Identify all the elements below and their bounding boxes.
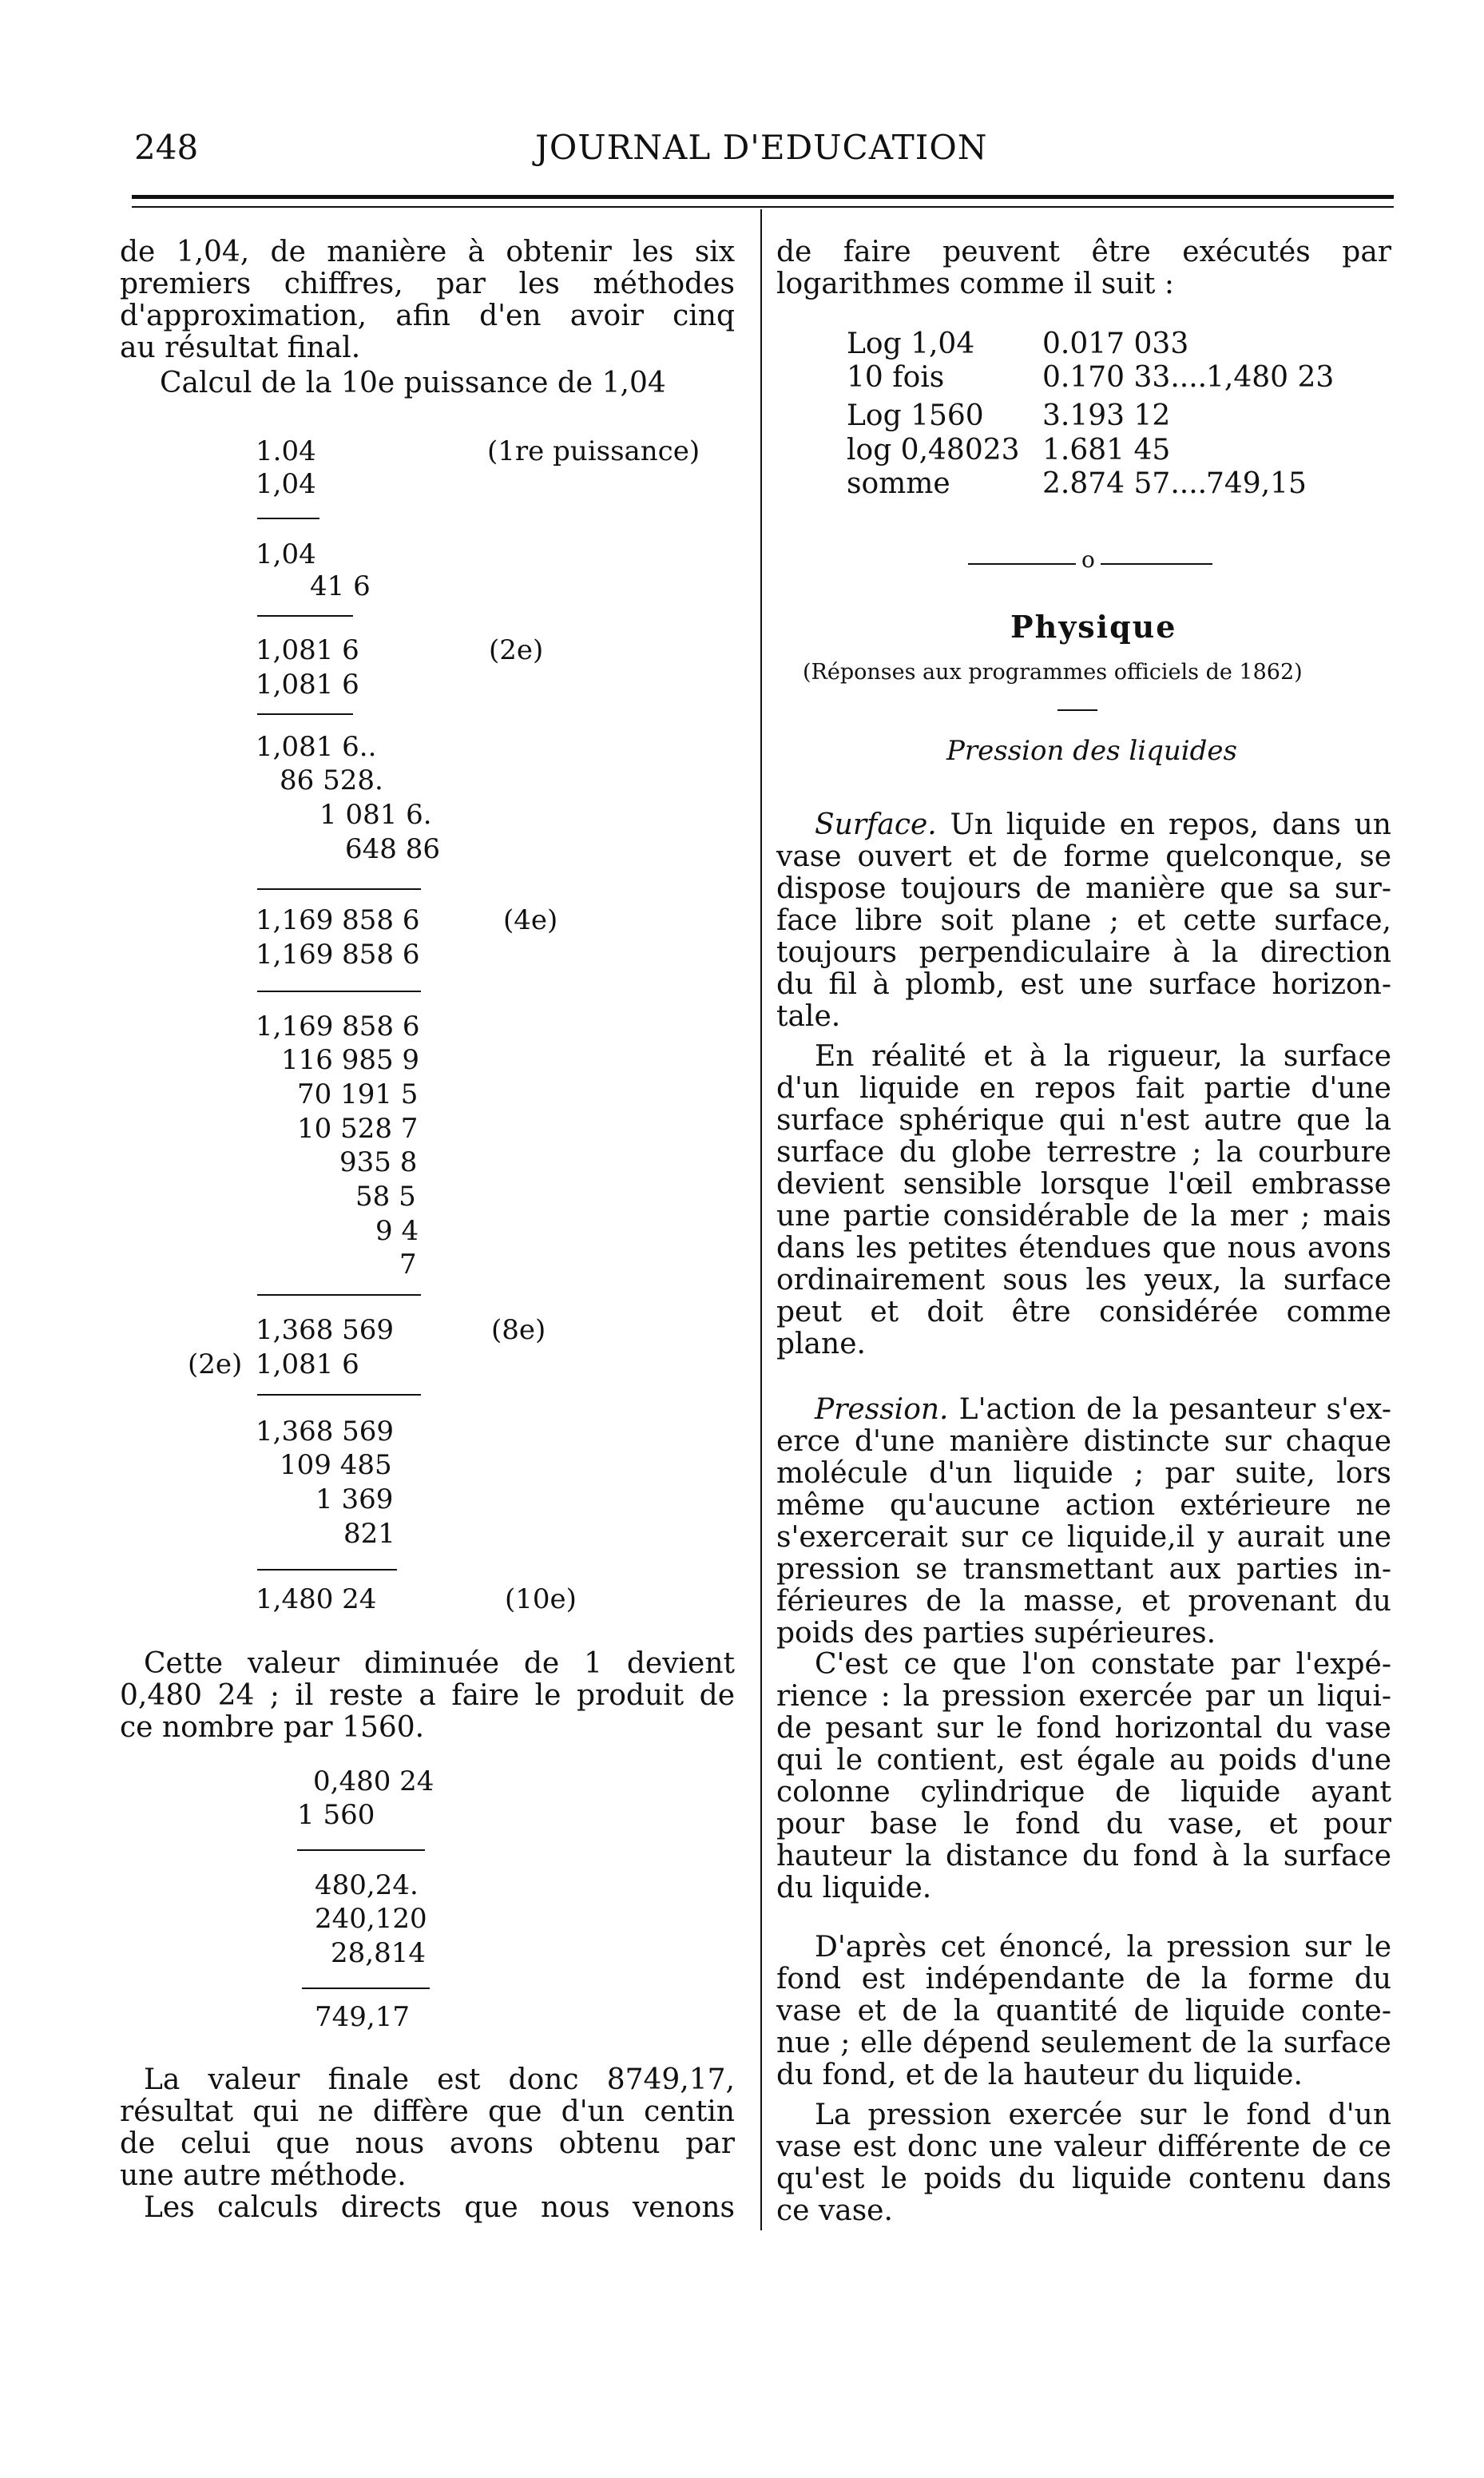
text-line: du liquide. (776, 1872, 932, 1904)
calc-value: 1.04 (256, 435, 316, 467)
text-line: poids des parties supérieures. (776, 1617, 1216, 1650)
calc-rule (257, 888, 421, 890)
left-mid-paragraph (120, 1648, 735, 1744)
calc-value: 1,081 6 (256, 1348, 359, 1380)
calc-value: 1,368 569 (256, 1416, 395, 1447)
calc-value: 1 081 6. (319, 799, 432, 831)
mult-value: 1 560 (297, 1799, 375, 1831)
log-value: 2.874 57.... (1042, 467, 1208, 500)
text-line: pression se transmettant aux parties in- (776, 1553, 1391, 1586)
calc-rule (257, 991, 421, 992)
mult-value: 749,17 (315, 2001, 410, 2033)
text-line: Les calculs directs que nous venons (144, 2191, 735, 2224)
calc-value: 1,04 (256, 468, 316, 500)
mult-value: 28,814 (331, 1937, 426, 1969)
text-line: pour base le fond du vase, et pour (776, 1808, 1391, 1841)
calc-value: 821 (343, 1518, 395, 1550)
text-run: Un liquide en repos, dans un (936, 808, 1391, 841)
short-rule (1057, 709, 1097, 711)
text-line: même qu'aucune action extérieure ne (776, 1489, 1391, 1522)
calc-value: 648 86 (345, 833, 440, 865)
constat-paragraph (776, 1649, 1391, 1904)
mult-value: 0,480 24 (313, 1765, 434, 1797)
calc-rule (257, 1294, 421, 1296)
text-line: erce d'une manière distincte sur chaque (776, 1425, 1391, 1458)
text-line: hauteur la distance du fond à la surface (776, 1840, 1391, 1872)
page-number: 248 (134, 128, 199, 167)
divider-rule-right (1101, 563, 1212, 565)
text-line: colonne cylindrique de liquide ayant (776, 1776, 1391, 1809)
calc-value: 70 191 5 (297, 1078, 419, 1110)
calc-value: 1,169 858 6 (256, 904, 420, 936)
calc-label: (2e) (188, 1348, 243, 1380)
text-line: peut et doit être considérée comme (776, 1296, 1391, 1328)
text-line: ce nombre par 1560. (120, 1711, 425, 1744)
text-line: de faire peuvent être exécutés par (776, 236, 1391, 268)
text-line: vase ouvert et de forme quelconque, se (776, 840, 1391, 873)
calc-value: 58 5 (355, 1181, 416, 1213)
calc-rule (257, 713, 353, 715)
topic-title: Pression des liquides (946, 735, 1237, 767)
calc-value: 86 528. (280, 764, 383, 796)
text-line: logarithmes comme il suit : (776, 268, 1174, 300)
text-line: toujours perpendiculaire à la direction (776, 936, 1391, 969)
header-rule-thin (132, 206, 1394, 208)
final-right-paragraph (776, 2099, 1391, 2227)
calc-value: 116 985 9 (281, 1044, 420, 1076)
divider-mark: o (1081, 546, 1095, 573)
calc-label: (4e) (503, 904, 558, 936)
calc-rule (257, 1394, 421, 1396)
text-run: L'action de la pesanteur s'ex- (948, 1393, 1391, 1426)
text-line: vase et de la quantité de liquide conte- (776, 1995, 1391, 2027)
text-line: résultat qui ne diffère que d'un centin (120, 2095, 735, 2128)
left-final-paragraph (120, 2064, 735, 2224)
pression-heading: Pression. (815, 1393, 949, 1426)
calc-rule (257, 518, 319, 519)
log-label: Log 1,04 (847, 328, 975, 360)
calc-label: (10e) (505, 1583, 577, 1615)
journal-title: JOURNAL D'EDUCATION (535, 128, 988, 167)
text-line: du fond, et de la hauteur du liquide. (776, 2059, 1303, 2091)
section-subtitle: (Réponses aux programmes officiels de 1862) (803, 660, 1303, 685)
text-line: de 1,04, de manière à obtenir les six (120, 236, 735, 268)
text-line: de celui que nous avons obtenu par (120, 2127, 735, 2160)
log-extra: 1,480 23 (1206, 361, 1335, 394)
text-line: de pesant sur le fond horizontal du vase (776, 1712, 1391, 1745)
section-title: Physique (1010, 609, 1177, 645)
text-line: C'est ce que l'on constate par l'expé- (815, 1648, 1391, 1681)
apres-paragraph (776, 1932, 1391, 2091)
text-line: D'après cet énoncé, la pression sur le (815, 1931, 1391, 1964)
calc-label: (2e) (489, 634, 544, 666)
log-label: 10 fois (847, 361, 945, 394)
mult-value: 240,120 (315, 1903, 427, 1935)
text-line: une partie considérable de la mer ; mais (776, 1200, 1391, 1233)
divider-rule-left (968, 563, 1076, 565)
text-line: qu'est le poids du liquide contenu dans (776, 2162, 1391, 2195)
mult-value: 480,24. (315, 1869, 419, 1901)
calc-value: 1,081 6 (256, 634, 359, 666)
text-line: plane. (776, 1328, 866, 1360)
text-line: une autre méthode. (120, 2159, 407, 2192)
calc-value: 935 8 (339, 1146, 418, 1178)
reality-paragraph (776, 1041, 1391, 1360)
text-line: rience : la pression exercée par un liqui- (776, 1680, 1391, 1713)
text-line: qui le contient, est égale au poids d'une (776, 1744, 1391, 1777)
text-line: férieures de la masse, et provenant du (776, 1585, 1391, 1618)
text-line: En réalité et à la rigueur, la surface (815, 1040, 1391, 1073)
text-line: s'exercerait sur ce liquide,il y aurait une (776, 1521, 1391, 1554)
log-label: log 0,48023 (847, 434, 1020, 467)
text-line: ordinairement sous les yeux, la surface (776, 1264, 1391, 1297)
calc-value: 41 6 (310, 570, 371, 602)
text-line: La pression exercée sur le fond d'un (815, 2099, 1391, 2131)
text-line: fond est indépendante de la forme du (776, 1963, 1391, 1996)
log-value: 1.681 45 (1042, 434, 1171, 467)
calc-value: 1,081 6 (256, 669, 359, 701)
calc-label: (1re puissance) (487, 435, 700, 467)
calc-label: (8e) (491, 1314, 546, 1346)
text-line: dispose toujours de manière que sa sur- (776, 872, 1391, 905)
text-line: tale. (776, 1000, 841, 1033)
calc-rule (257, 1569, 397, 1571)
text-line: dans les petites étendues que nous avons (776, 1232, 1391, 1265)
pression-paragraph (776, 1394, 1391, 1650)
calc-value: 1,04 (256, 538, 316, 570)
log-label: somme (847, 467, 950, 500)
text-line: surface sphérique qui n'est autre que la (776, 1104, 1391, 1137)
header-rule-thick (132, 195, 1394, 199)
calc-value: 1,368 569 (256, 1314, 395, 1346)
calc-value: 9 4 (375, 1215, 419, 1247)
mult-rule (302, 1988, 430, 1989)
log-label: Log 1560 (847, 399, 984, 432)
surface-heading: Surface. (815, 808, 937, 841)
text-line: vase est donc une valeur différente de ce (776, 2131, 1391, 2163)
text-line: premiers chiffres, par les méthodes (120, 268, 735, 300)
calc-value: 1 369 (315, 1483, 394, 1515)
calc-value: 1,169 858 6 (256, 939, 420, 971)
text-line: ce vase. (776, 2194, 893, 2227)
mult-rule (297, 1849, 425, 1851)
calc-value: 1,081 6.. (256, 731, 377, 763)
right-intro-paragraph (776, 236, 1391, 300)
surface-paragraph (776, 809, 1391, 1033)
text-line (776, 809, 1391, 841)
calc-value: 109 485 (280, 1449, 392, 1481)
calc-value: 1,480 24 (256, 1583, 377, 1615)
text-line: Cette valeur diminuée de 1 devient (144, 1647, 735, 1680)
text-line: devient sensible lorsque l'œil embrasse (776, 1168, 1391, 1201)
calc-value: 1,169 858 6 (256, 1011, 420, 1042)
text-line: 0,480 24 ; il reste a faire le produit de (120, 1679, 735, 1712)
text-line: d'approximation, afin d'en avoir cinq (120, 300, 735, 332)
text-line: du fil à plomb, est une surface horizon- (776, 968, 1391, 1001)
text-line: molécule d'un liquide ; par suite, lors (776, 1457, 1391, 1490)
text-line: surface du globe terrestre ; la courbure (776, 1136, 1391, 1169)
text-line: au résultat final. (120, 332, 361, 364)
text-line: d'un liquide en repos fait partie d'une (776, 1072, 1391, 1105)
calc-value: 7 (399, 1249, 417, 1281)
log-value: 3.193 12 (1042, 399, 1171, 432)
text-line: face libre soit plane ; et cette surface, (776, 904, 1391, 937)
calc-value: 10 528 7 (297, 1113, 419, 1145)
calc-title: Calcul de la 10e puissance de 1,04 (160, 367, 666, 399)
log-value: 0.017 033 (1042, 328, 1189, 360)
calc-rule (257, 615, 353, 617)
log-extra: 749,15 (1206, 467, 1307, 500)
text-line: La valeur finale est donc 8749,17, (144, 2063, 735, 2096)
log-value: 0.170 33.... (1042, 361, 1208, 394)
text-line (776, 1394, 1391, 1426)
column-separator (760, 209, 762, 2230)
text-line: nue ; elle dépend seulement de la surface (776, 2027, 1391, 2059)
left-intro-paragraph (120, 236, 735, 364)
